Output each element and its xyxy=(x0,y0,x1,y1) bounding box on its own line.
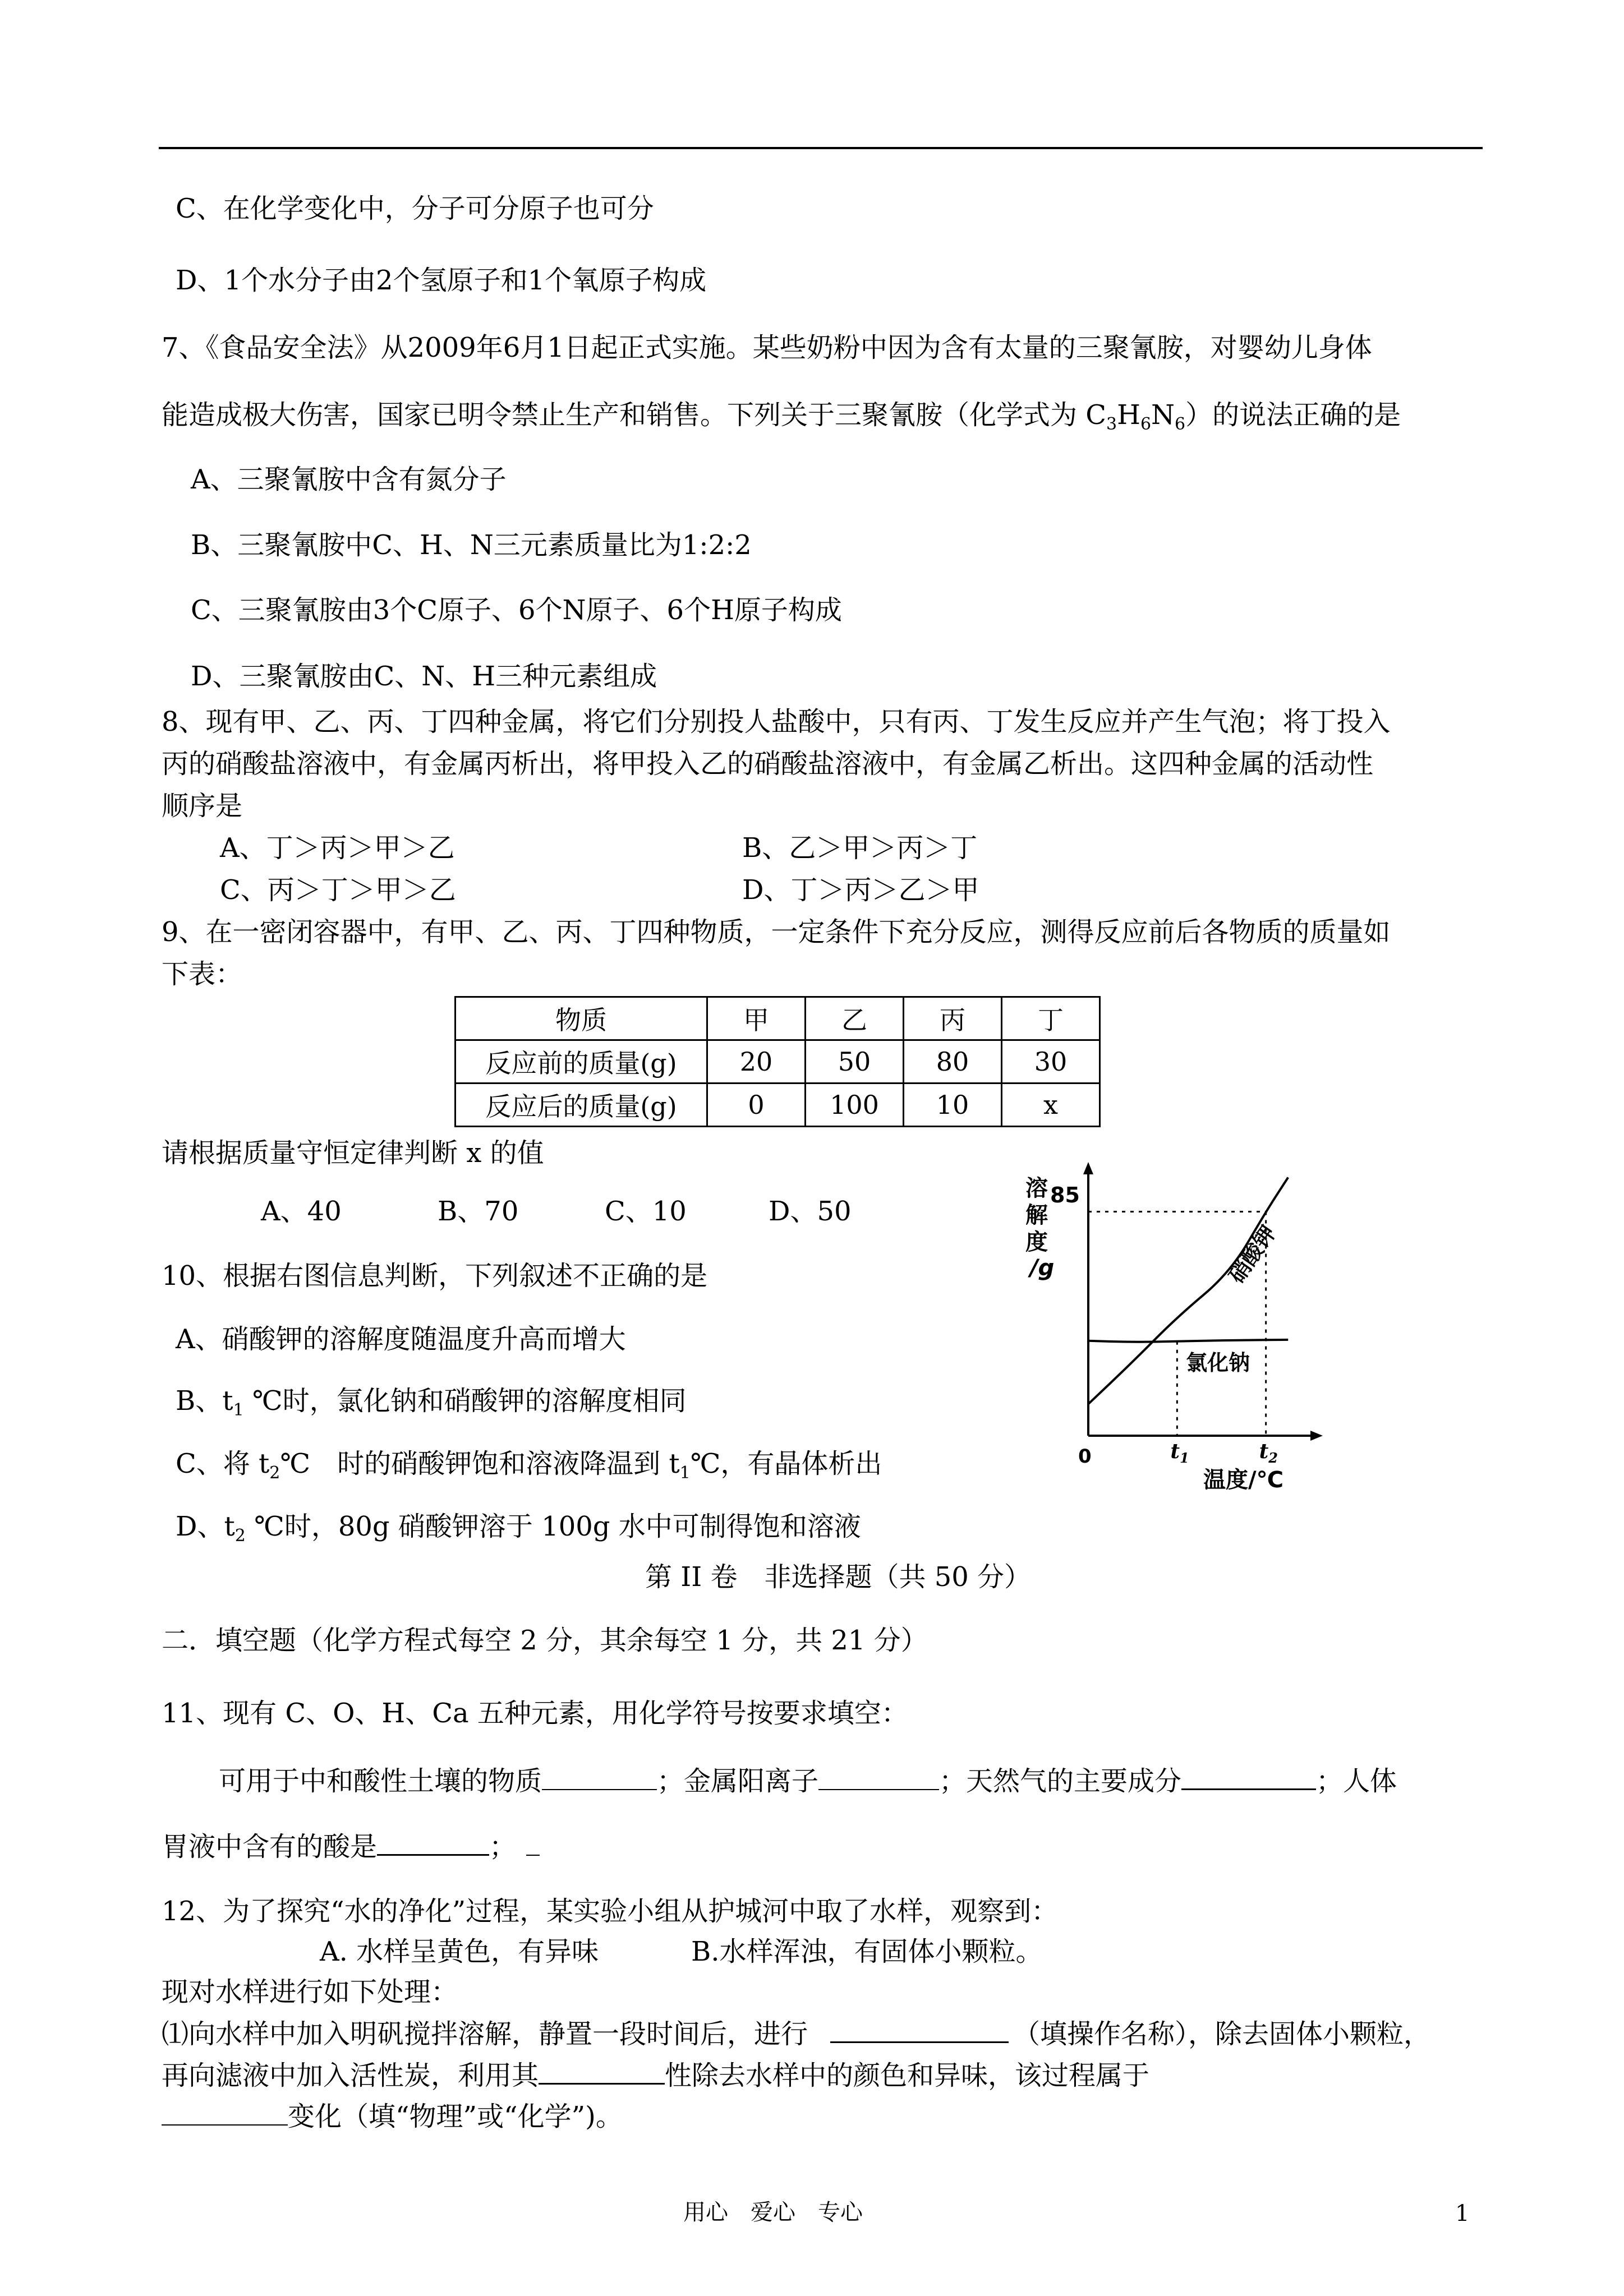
q10-stem: 10、根据右图信息判断，下列叙述不正确的是 xyxy=(162,1260,708,1292)
table-cell: 10 xyxy=(904,1084,1002,1127)
q8-option-b: B、乙＞甲＞丙＞丁 xyxy=(742,832,978,864)
q8-stem-line1: 8、现有甲、乙、丙、丁四种金属，将它们分别投人盐酸中，只有丙、丁发生反应并产生气泡；将丁投入 xyxy=(162,706,1391,737)
y-label-char: 溶 xyxy=(1025,1175,1048,1201)
chart-axes xyxy=(1083,1162,1323,1441)
q8-stem-line2: 丙的硝酸盐溶液中，有金属丙析出，将甲投入乙的硝酸盐溶液中，有金属乙析出。这四种金属的活动性 xyxy=(162,748,1374,780)
x-tick-label: $t_1$ xyxy=(1170,1440,1189,1466)
table-header-row xyxy=(456,997,1100,1040)
q8-stem-line3: 顺序是 xyxy=(162,790,243,822)
table-cell: 100 xyxy=(806,1084,904,1127)
footer-motto: 用心 爱心 专心 xyxy=(683,2200,863,2225)
header-rule xyxy=(159,147,1483,149)
q7-stem-line1: 7、《食品安全法》从2009年6月1日起正式实施。某些奶粉中因为含有太量的三聚氰胺，对婴幼儿身体 xyxy=(162,332,1372,363)
table-row xyxy=(456,1040,1100,1084)
y-axis-arrow xyxy=(1083,1162,1093,1174)
page-number: 1 xyxy=(1455,2201,1470,2226)
q11-line1: 可用于中和酸性土壤的物质 ；金属阳离子 ；天然气的主要成分 ；人体 xyxy=(219,1764,1397,1798)
q7-option-a: A、三聚氰胺中含有氮分子 xyxy=(191,464,507,495)
q7-stem-line2: 能造成极大伤害，国家已明令禁止生产和销售。下列关于三聚氰胺（化学式为 $C_3H_6N_6$）的说法正确的是 xyxy=(162,399,1401,434)
section-title: 二．填空题（化学方程式每空 2 分，其余每空 1 分，共 21 分） xyxy=(162,1625,928,1656)
table-cell: 0 xyxy=(707,1084,806,1127)
y-label-char: 解 xyxy=(1025,1202,1048,1228)
q7-option-c: C、三聚氰胺由3个C原子、6个N原子、6个H原子构成 xyxy=(191,594,842,626)
q12-blank-3[interactable] xyxy=(162,2100,288,2126)
y-label-char: /g xyxy=(1030,1255,1055,1281)
q7-option-d: D、三聚氰胺由C、N、H三种元素组成 xyxy=(191,661,657,692)
mass-table xyxy=(454,996,1101,1127)
table-cell: 丙 xyxy=(904,997,1002,1040)
q11-blank-3[interactable] xyxy=(1181,1764,1316,1790)
table-cell: 物质 xyxy=(456,997,707,1040)
q12-step2: 再向滤液中加入活性炭，利用其 性除去水样中的颜色和异味，该过程属于 xyxy=(162,2058,1149,2092)
q8-option-a: A、丁＞丙＞甲＞乙 xyxy=(220,832,455,864)
table-cell: 30 xyxy=(1002,1040,1100,1084)
q12-observation-b: B.水样浑浊，有固体小颗粒。 xyxy=(691,1936,1043,1967)
q8-option-d: D、丁＞丙＞乙＞甲 xyxy=(742,874,979,906)
q11-blank-4[interactable] xyxy=(377,1829,489,1856)
q10-option-b: B、$t_1$ ℃时，氯化钠和硝酸钾的溶解度相同 xyxy=(176,1385,687,1420)
q10-option-d: D、$t_2$ ℃时，80g 硝酸钾溶于 100g 水中可制得饱和溶液 xyxy=(176,1511,861,1546)
q12-blank-1[interactable] xyxy=(830,2017,1009,2043)
q12-observation-a: A. 水样呈黄色，有异味 xyxy=(320,1936,599,1967)
series-label-nacl: 氯化钠 xyxy=(1186,1350,1250,1375)
q12-intro: 现对水样进行如下处理： xyxy=(162,1976,458,2008)
solubility-chart xyxy=(1015,1155,1329,1492)
q12-stem: 12、为了探究“水的净化”过程，某实验小组从护城河中取了水样，观察到： xyxy=(162,1896,1059,1927)
table-cell: x xyxy=(1002,1084,1100,1127)
part2-title: 第 II 卷 非选择题（共 50 分） xyxy=(645,1561,1032,1593)
table-cell: 反应前的质量(g) xyxy=(456,1040,707,1084)
table-cell: 80 xyxy=(904,1040,1002,1084)
x-axis-label: 温度/℃ xyxy=(1203,1467,1284,1492)
q12-blank-2[interactable] xyxy=(539,2058,665,2085)
q11-line2: 胃液中含有的酸是 ； xyxy=(162,1829,540,1864)
chart-plot-area xyxy=(1088,1177,1288,1466)
q10-option-a: A、硝酸钾的溶解度随温度升高而增大 xyxy=(176,1324,626,1355)
q11-blank-5[interactable] xyxy=(526,1830,540,1856)
y-tick-85-label: 85 xyxy=(1050,1183,1080,1207)
table-cell: 反应后的质量(g) xyxy=(456,1084,707,1127)
q12-step3: 变化（填“物理”或“化学”)。 xyxy=(162,2100,623,2133)
q9-prompt: 请根据质量守恒定律判断 x 的值 xyxy=(162,1137,544,1169)
q9-option-a: A、40 xyxy=(261,1196,342,1227)
table-cell: 20 xyxy=(707,1040,806,1084)
q9-stem-line1: 9、在一密闭容器中，有甲、乙、丙、丁四种物质，一定条件下充分反应，测得反应前后各物质的质量如 xyxy=(162,916,1391,948)
table-row xyxy=(456,1084,1100,1127)
y-label-char: 度 xyxy=(1025,1229,1048,1255)
q11-blank-1[interactable] xyxy=(542,1764,657,1790)
x-tick-label: $t_2$ xyxy=(1259,1440,1278,1466)
q12-step1: ⑴向水样中加入明矾搅拌溶解，静置一段时间后，进行 （填操作名称），除去固体小颗粒， xyxy=(162,2017,1430,2051)
x-axis-arrow xyxy=(1310,1431,1323,1441)
q9-option-b: B、70 xyxy=(438,1196,519,1227)
series-line-nacl xyxy=(1088,1340,1288,1342)
table-cell: 50 xyxy=(806,1040,904,1084)
q11-stem: 11、现有 C、O、H、Ca 五种元素，用化学符号按要求填空： xyxy=(162,1698,908,1729)
q9-option-d: D、50 xyxy=(769,1196,852,1227)
table-cell: 丁 xyxy=(1002,997,1100,1040)
series-label-kno3: 硝酸钾 xyxy=(1223,1221,1281,1288)
origin-label: 0 xyxy=(1078,1445,1092,1468)
q6-option-d: D、1个水分子由2个氢原子和1个氧原子构成 xyxy=(176,265,707,296)
q7-option-b: B、三聚氰胺中C、H、N三元素质量比为1:2:2 xyxy=(191,529,752,561)
table-cell: 甲 xyxy=(707,997,806,1040)
q9-option-c: C、10 xyxy=(605,1196,687,1227)
q11-blank-2[interactable] xyxy=(818,1764,939,1790)
q6-option-c: C、在化学变化中，分子可分原子也可分 xyxy=(176,193,654,224)
q9-stem-line2: 下表： xyxy=(162,958,243,990)
q10-option-c: C、将 $t_2℃$ 时的硝酸钾饱和溶液降温到 $t_1℃$，有晶体析出 xyxy=(176,1448,882,1483)
q8-option-c: C、丙＞丁＞甲＞乙 xyxy=(220,874,456,906)
table-cell: 乙 xyxy=(806,997,904,1040)
